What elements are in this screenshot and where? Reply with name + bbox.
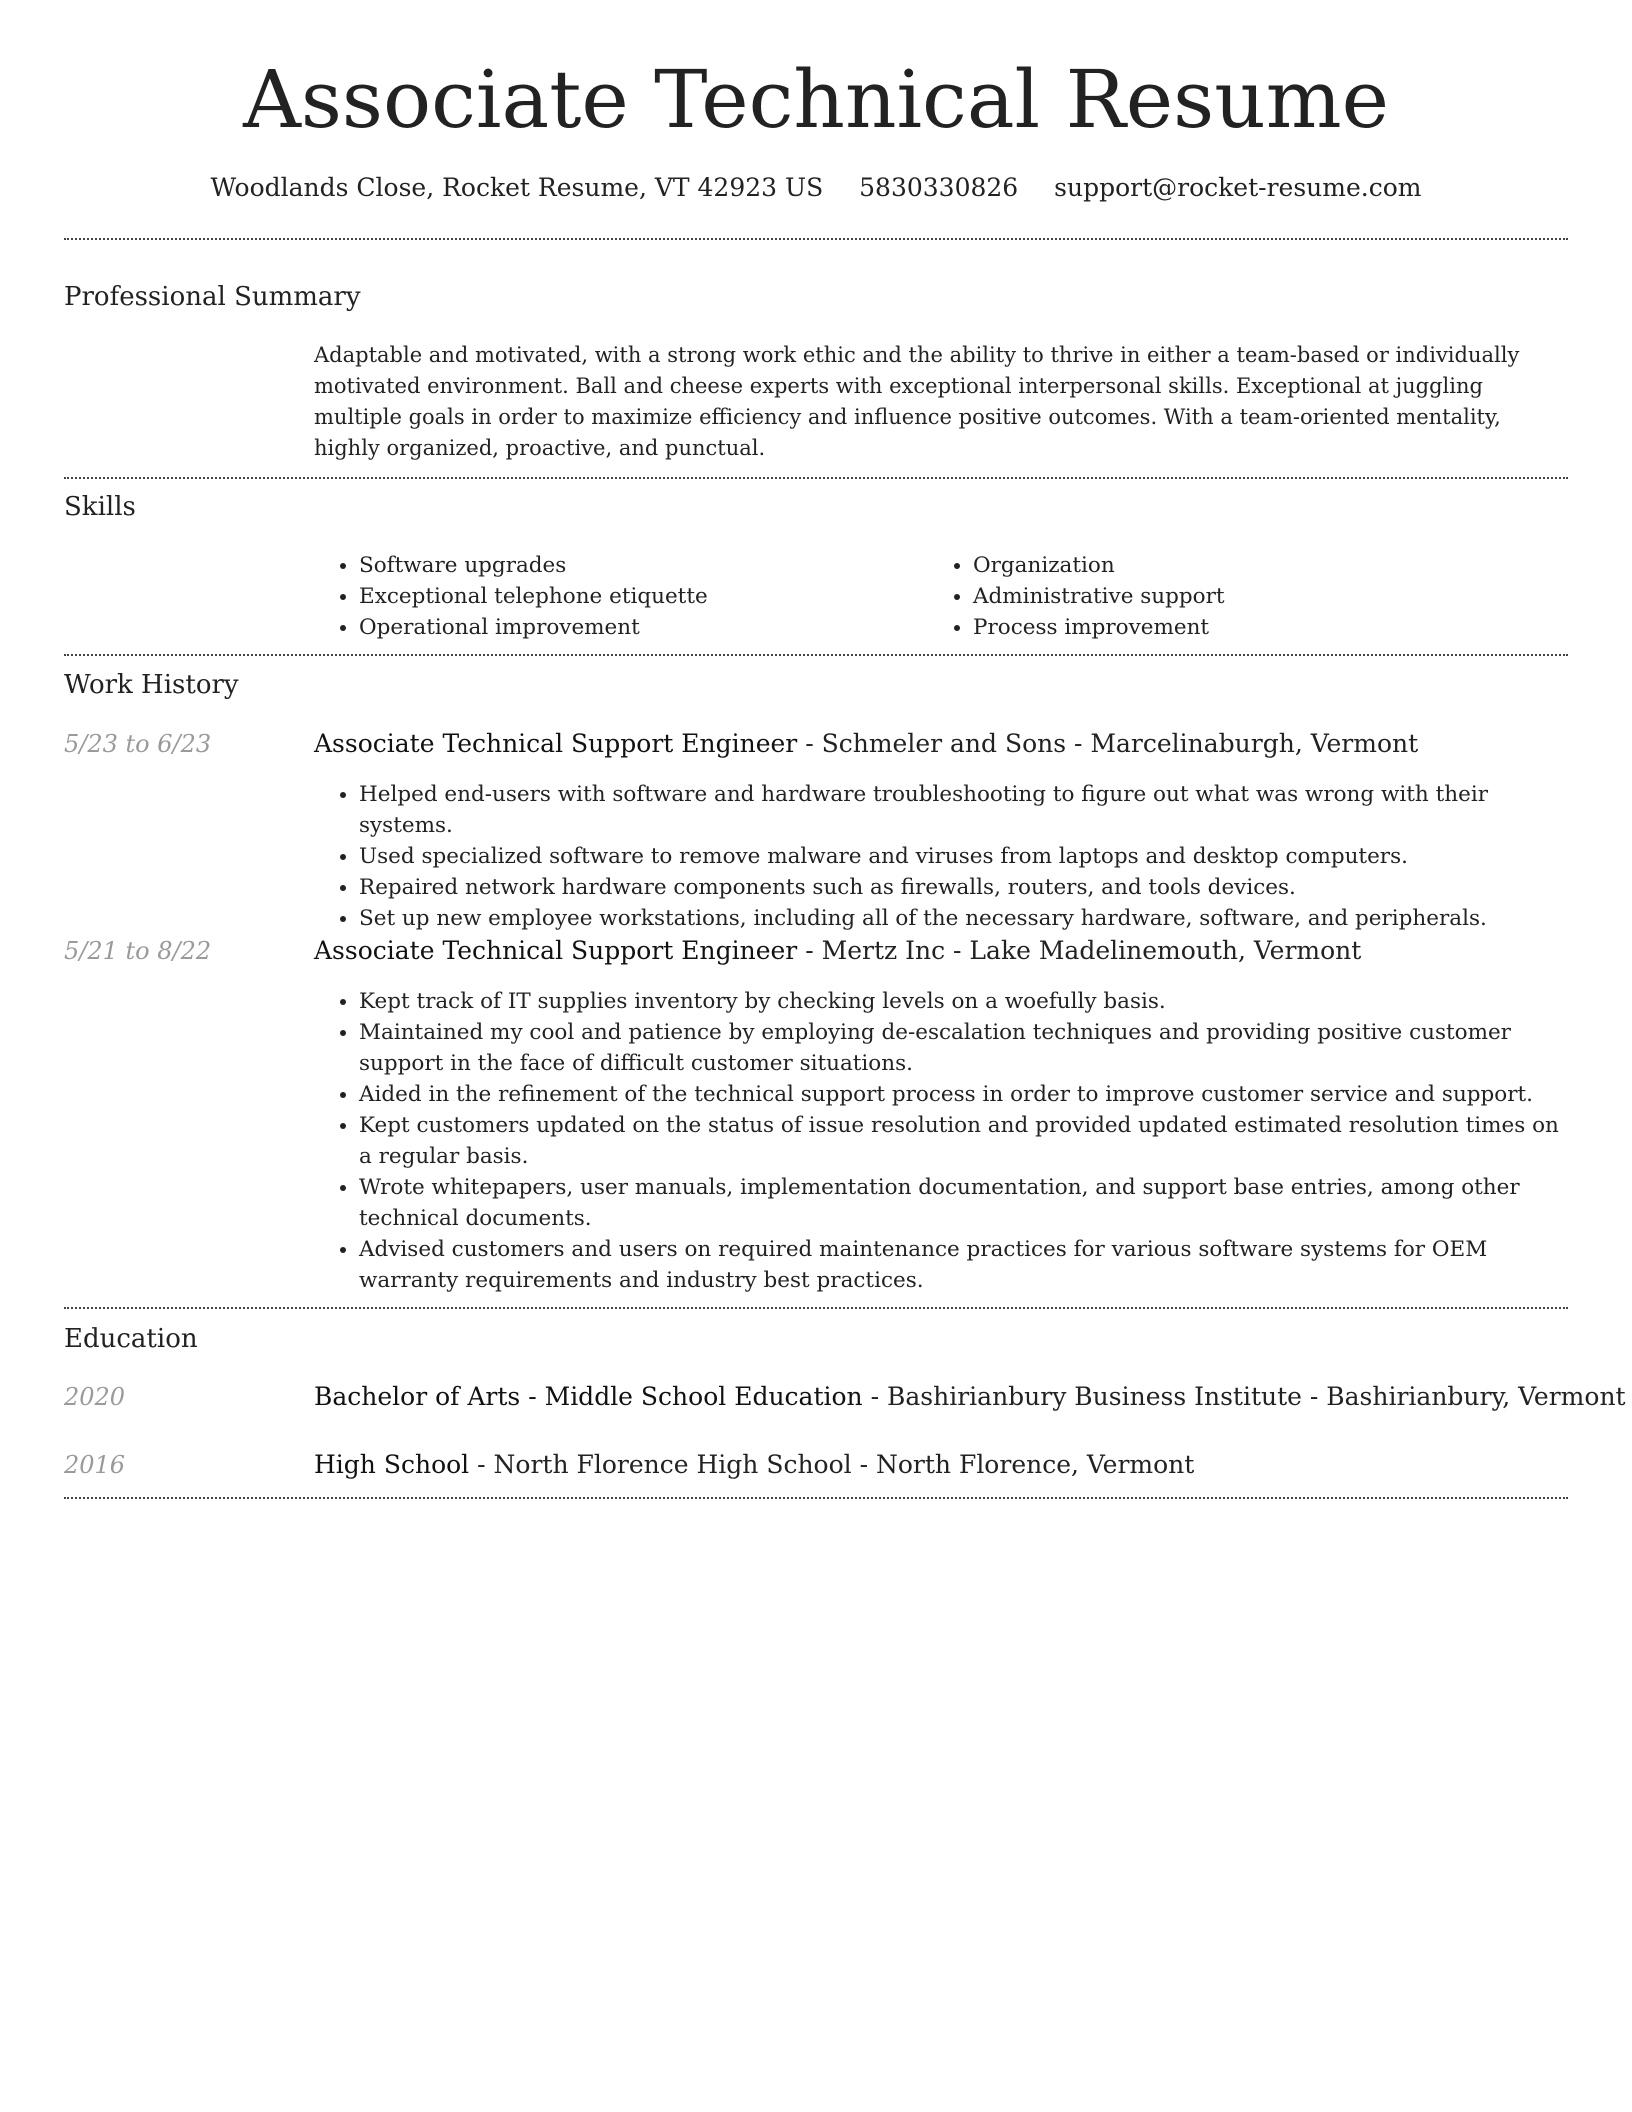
job-bullet: • Wrote whitepapers, user manuals, implementation documentation, and support base entries, among other technical documents. xyxy=(359,1172,1568,1234)
job-bullets xyxy=(314,779,1568,934)
job-bullet: • Used specialized software to remove malware and viruses from laptops and desktop computers. xyxy=(359,841,1568,872)
job-details: - Schmeler and Sons - Marcelinaburgh, Vermont xyxy=(797,729,1419,758)
job-bullet: • Maintained my cool and patience by employing de-escalation techniques and providing positive customer support in the face of difficult customer situations. xyxy=(359,1017,1568,1079)
divider xyxy=(64,1307,1568,1309)
skills-list-right xyxy=(928,550,1543,643)
job-bullet: • Kept customers updated on the status of issue resolution and provided updated estimated resolution times on a regular basis. xyxy=(359,1110,1568,1172)
section-title-education: Education xyxy=(64,1324,198,1354)
job-bullet: • Aided in the refinement of the technical support process in order to improve customer service and support. xyxy=(359,1079,1568,1110)
education-year: 2016 xyxy=(64,1451,126,1479)
education-details: - North Florence High School - North Florence, Vermont xyxy=(469,1450,1195,1479)
job-bullet: • Set up new employee workstations, including all of the necessary hardware, software, and peripherals. xyxy=(359,903,1568,934)
education-heading xyxy=(314,1380,1626,1414)
job-dates: 5/21 to 8/22 xyxy=(64,937,212,965)
job-details: - Mertz Inc - Lake Madelinemouth, Vermont xyxy=(797,936,1362,965)
job-bullet: • Repaired network hardware components such as firewalls, routers, and tools devices. xyxy=(359,872,1568,903)
skill-item: • Exceptional telephone etiquette xyxy=(359,581,929,612)
skill-item: • Organization xyxy=(973,550,1543,581)
divider xyxy=(64,477,1568,479)
divider xyxy=(64,238,1568,240)
education-details: - Bashirianbury Business Institute - Bashirianbury, Vermont xyxy=(862,1382,1626,1411)
section-title-work: Work History xyxy=(64,670,239,700)
job-title: Associate Technical Support Engineer xyxy=(314,729,798,758)
summary-text: Adaptable and motivated, with a strong work ethic and the ability to thrive in either a team-based or individually motivated environment. Ball and cheese experts with exceptional interpersonal skills. Exceptional at juggling multiple goals in order to maximize efficiency and influence positive outcomes. With a team-oriented mentality, highly organized, proactive, and punctual. xyxy=(314,343,1520,460)
contact-phone: 5830330826 xyxy=(859,173,1019,202)
skill-item: • Process improvement xyxy=(973,612,1543,643)
education-heading xyxy=(314,1448,1194,1482)
skills-list-left xyxy=(314,550,929,643)
job-heading xyxy=(314,934,1361,968)
job-title: Associate Technical Support Engineer xyxy=(314,936,798,965)
contact-email: support@rocket-resume.com xyxy=(1054,173,1422,202)
job-bullet: • Kept track of IT supplies inventory by checking levels on a woefully basis. xyxy=(359,986,1568,1017)
education-degree: High School xyxy=(314,1450,470,1479)
resume-name: Associate Technical Resume xyxy=(243,53,1389,146)
divider xyxy=(64,654,1568,656)
job-dates: 5/23 to 6/23 xyxy=(64,730,212,758)
job-heading xyxy=(314,727,1418,761)
divider xyxy=(64,1497,1568,1499)
contact-address: Woodlands Close, Rocket Resume, VT 42923 US xyxy=(210,173,824,202)
skill-item: • Operational improvement xyxy=(359,612,929,643)
contact-line xyxy=(0,170,1632,206)
education-year: 2020 xyxy=(64,1383,126,1411)
skill-item: • Administrative support xyxy=(973,581,1543,612)
section-title-skills: Skills xyxy=(64,492,136,522)
education-degree: Bachelor of Arts - Middle School Education xyxy=(314,1382,863,1411)
job-bullet: • Helped end-users with software and hardware troubleshooting to figure out what was wrong with their systems. xyxy=(359,779,1568,841)
skill-item: • Software upgrades xyxy=(359,550,929,581)
job-bullets xyxy=(314,986,1568,1296)
job-bullet: • Advised customers and users on required maintenance practices for various software systems for OEM warranty requirements and industry best practices. xyxy=(359,1234,1568,1296)
section-title-summary: Professional Summary xyxy=(64,282,361,312)
